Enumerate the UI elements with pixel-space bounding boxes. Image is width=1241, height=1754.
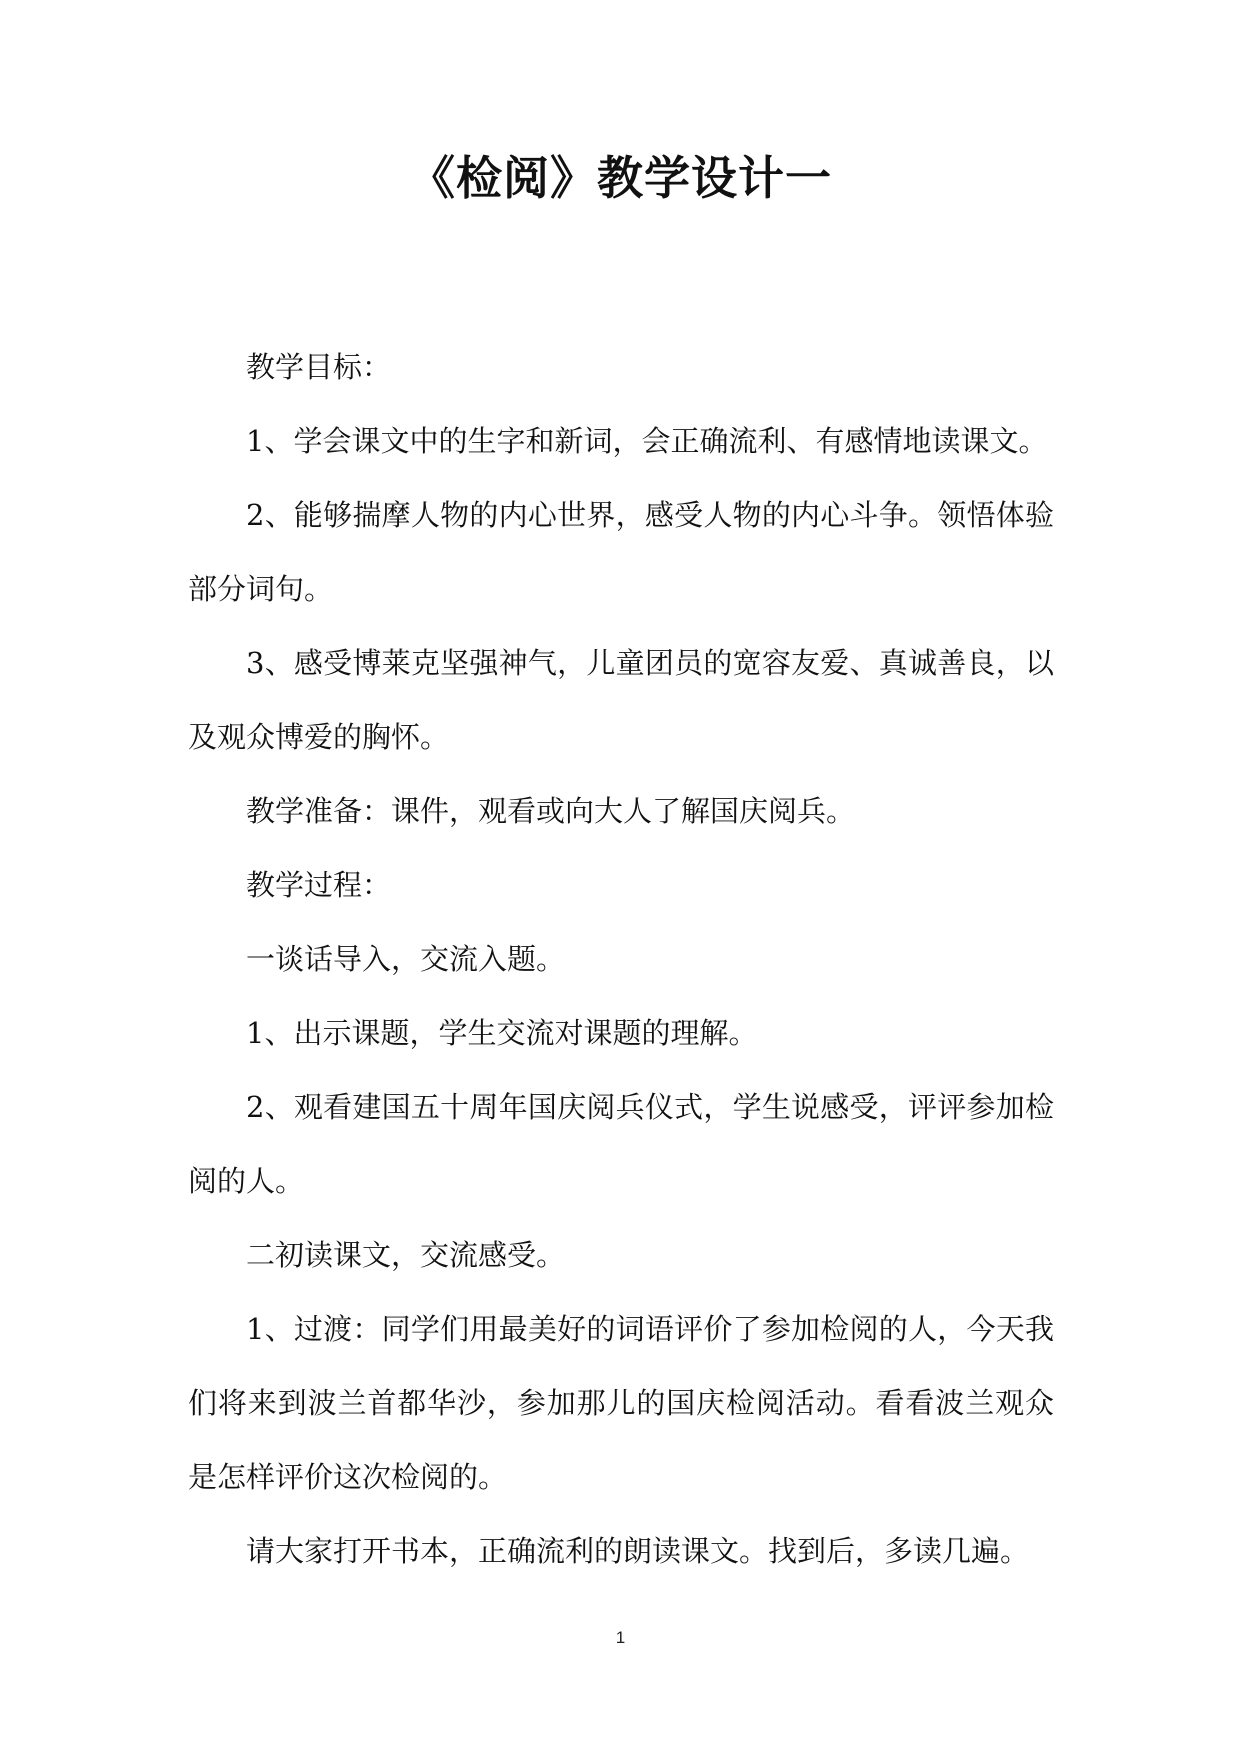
paragraph-objectives-heading: 教学目标： <box>246 350 392 384</box>
page-number: 1 <box>615 1628 626 1647</box>
paragraph-objective-1: 1、学会课文中的生字和新词，会正确流利、有感情地读课文。 <box>246 424 1048 458</box>
paragraph-preparation: 教学准备：课件，观看或向大人了解国庆阅兵。 <box>246 794 856 828</box>
paragraph-instruction: 请大家打开书本，正确流利的朗读课文。找到后，多读几遍。 <box>246 1534 1030 1568</box>
document-body <box>188 330 1054 1588</box>
paragraph-step-1-1: 1、出示课题，学生交流对课题的理解。 <box>246 1016 758 1050</box>
paragraph-step-1-2: 2、观看建国五十周年国庆阅兵仪式，学生说感受，评评参加检阅的人。 <box>188 1090 1054 1198</box>
paragraph-section-1: 一谈话导入，交流入题。 <box>246 942 566 976</box>
paragraph-step-2-1: 1、过渡：同学们用最美好的词语评价了参加检阅的人，今天我们将来到波兰首都华沙，参加那儿的国庆检阅活动。看看波兰观众是怎样评价这次检阅的。 <box>188 1312 1054 1494</box>
paragraph-objective-3: 3、感受博莱克坚强神气，儿童团员的宽容友爱、真诚善良，以及观众博爱的胸怀。 <box>188 646 1054 754</box>
paragraph-section-2: 二初读课文，交流感受。 <box>246 1238 566 1272</box>
paragraph-process-heading: 教学过程： <box>246 868 392 902</box>
page-title: 《检阅》教学设计一 <box>409 151 832 205</box>
paragraph-objective-2: 2、能够揣摩人物的内心世界，感受人物的内心斗争。领悟体验部分词句。 <box>188 498 1054 606</box>
